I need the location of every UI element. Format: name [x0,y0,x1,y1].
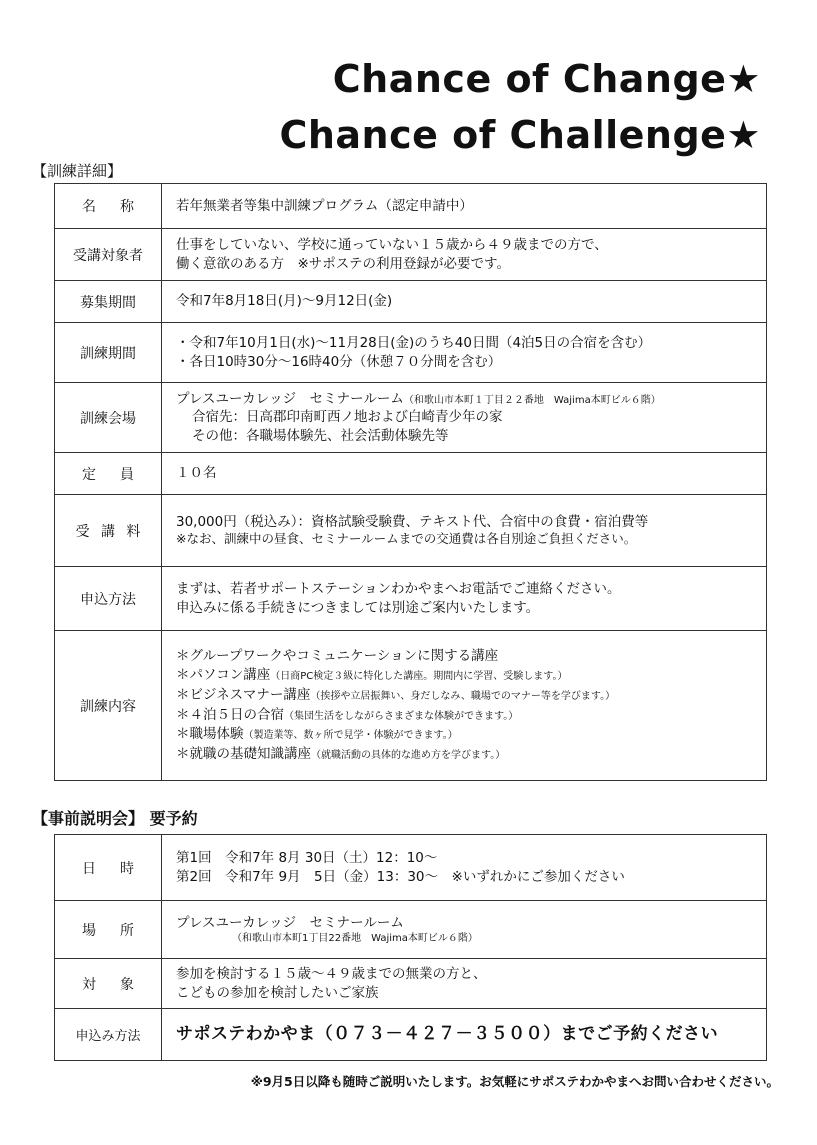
row-label [55,959,162,1009]
row-label [55,453,162,495]
venue-address: （和歌山市本町１丁目２２番地 Wajima本町ビル６階） [403,395,661,407]
content-item-main: ＊グループワークやコミュニケーションに関する講座 [176,647,499,664]
row-value [162,453,767,495]
label-char: 講 [100,523,115,540]
row-value [162,1009,767,1061]
value-line: ※なお、訓練中の昼食、セミナールームまでの交通費は各自別途ご負担ください。 [176,531,637,547]
content-item-note: （就職活動の具体的な進め方を学びます。） [311,749,506,761]
content-item [176,706,752,726]
row-target [55,229,767,281]
content-item [176,686,752,706]
title-line-2: Chance of Challenge★ [279,113,761,157]
row-label: 訓練内容 [55,631,162,781]
row-value [162,281,767,323]
row-label: 募集期間 [55,281,162,323]
row-datetime [55,835,767,901]
row-apply [55,567,767,631]
value-line: プレスユーカレッジ セミナールーム [176,914,404,931]
value-line: 仕事をしていない、学校に通っていない１５歳から４９歳までの方で、 [176,237,608,254]
value-line: こどもの参加を検討したいご家族 [176,984,379,1001]
value-line: 第2回 令和7年 9月 5日（金）13：30～ ※いずれかにご参加ください [176,868,625,885]
row-training-period [55,323,767,383]
training-table [54,183,767,781]
value-line: サポステわかやま（０７３－４２７－３５００）までご予約ください [176,1024,719,1045]
value-line: 若年無業者等集中訓練プログラム（認定申請中） [176,197,473,214]
value-line: ・令和7年10月1日(水)～11月28日(金)のうち40日間（4泊5日の合宿を含む） [176,335,652,352]
label-char: 料 [126,523,141,540]
row-label [55,495,162,567]
row-place [55,901,767,959]
content-item [176,647,752,667]
row-label [55,835,162,901]
row-label: 申込方法 [55,567,162,631]
content-item-main: ＊パソコン講座 [176,667,271,684]
footer-note: ※9月5日以降も随時ご説明いたします。お気軽にサポステわかやまへお問い合わせください。 [250,1074,779,1089]
row-recruit-period [55,281,767,323]
value-line: ・各日10時30分～16時40分（休憩７０分間を含む） [176,353,502,370]
briefing-table [54,834,767,1061]
value-line: その他：各職場体験先、社会活動体験先等 [192,427,449,444]
content-item [176,666,752,686]
row-value [162,567,767,631]
value-line: 合宿先：日高郡印南町西ノ地および白崎青少年の家 [192,409,503,426]
briefing-heading: 【事前説明会】 要予約 [32,809,198,828]
label-char: 称 [120,199,134,215]
row-capacity [55,453,767,495]
value-line: １０名 [176,465,217,482]
row-value [162,229,767,281]
row-name [55,184,767,229]
row-value [162,901,767,959]
label-char: 定 [82,466,96,483]
row-label: 訓練会場 [55,383,162,453]
row-value [162,323,767,383]
label-char: 象 [120,976,134,993]
content-item [176,725,752,745]
label-char: 場 [82,922,96,939]
row-value [162,631,767,781]
row-label: 申込み方法 [55,1009,162,1061]
row-venue [55,383,767,453]
label-char: 員 [120,466,134,483]
value-line: （和歌山市本町1丁目22番地 Wajima本町ビル６階） [232,932,478,944]
row-value [162,959,767,1009]
row-label [55,901,162,959]
row-value [162,495,767,567]
row-label: 受講対象者 [55,229,162,281]
row-fee [55,495,767,567]
label-char: 名 [82,199,96,215]
content-item [176,745,752,765]
title-line-1: Chance of Change★ [332,57,761,101]
row-value [162,383,767,453]
venue-name: プレスユーカレッジ セミナールーム [176,391,404,408]
row-value [162,835,767,901]
label-char: 所 [120,922,134,939]
content-item-note: （製造業等、数ヶ所で見学・体験ができます。） [243,730,458,742]
row-label: 訓練期間 [55,323,162,383]
row-content [55,631,767,781]
content-item-main: ＊職場体験 [176,726,244,743]
training-heading: 【訓練詳細】 [32,162,123,180]
row-label [55,184,162,229]
row-value [162,184,767,229]
content-item-main: ＊就職の基礎知識講座 [176,745,311,762]
value-line: 働く意欲のある方 ※サポステの利用登録が必要です。 [176,255,510,272]
value-line: 参加を検討する１５歳～４９歳までの無業の方と、 [176,966,487,983]
label-char: 受 [75,523,90,540]
value-line: 30,000円（税込み）：資格試験受験費、テキスト代、合宿中の食費・宿泊費等 [176,513,649,530]
value-line: まずは、若者サポートステーションわかやまへお電話でご連絡ください。 [176,581,621,598]
value-line: 令和7年8月18日(月)～9月12日(金) [176,293,393,310]
value-line: 第1回 令和7年 8月 30日（土）12：10～ [176,850,438,867]
content-item-main: ＊ビジネスマナー講座 [176,686,311,703]
label-char: 日 [82,860,96,877]
content-item-note: （日商PC検定３級に特化した講座。期間内に学習、受験します。） [270,671,568,683]
content-item-note: （集団生活をしながらさまざまな体験ができます。） [284,710,519,722]
value-line [176,390,752,408]
row-audience [55,959,767,1009]
row-reservation [55,1009,767,1061]
label-char: 時 [120,860,134,877]
content-item-main: ＊４泊５日の合宿 [176,706,284,723]
value-line: 申込みに係る手続きにつきましては別途ご案内いたします。 [176,599,540,616]
label-char: 対 [82,976,96,993]
content-item-note: （挨拶や立居振舞い、身だしなみ、職場でのマナー等を学びます。） [310,690,616,702]
